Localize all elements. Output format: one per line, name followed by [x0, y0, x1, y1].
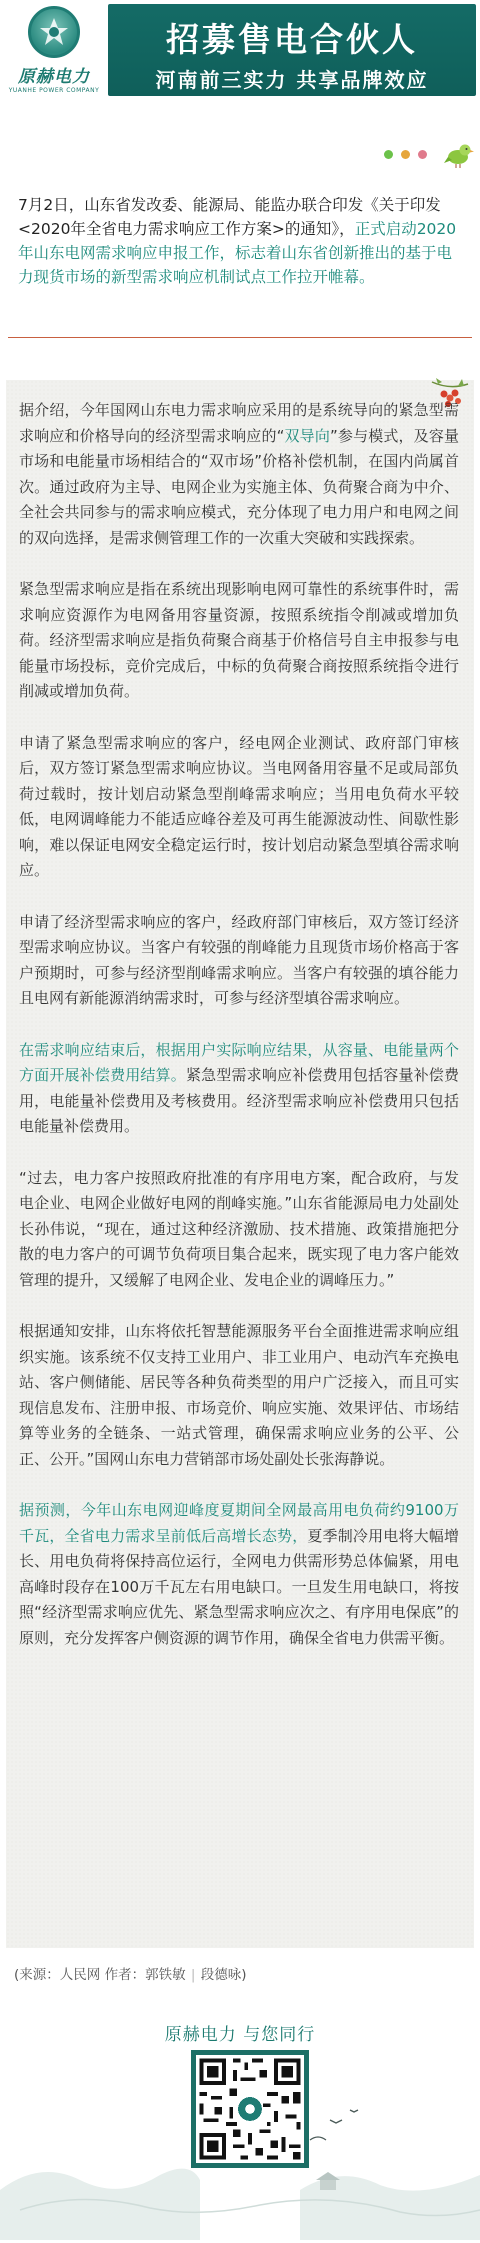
banner-title: 招募售电合伙人 [166, 20, 418, 59]
highlight-shuangdaoxiang: 双导向 [284, 426, 330, 445]
article-paragraph-7: 根据通知安排，山东将依托智慧能源服务平台全面推进需求响应组织实施。该系统不仅支持工业用户、非工业用户、电动汽车充换电站、客户侧储能、居民等各种负荷类型的用户广泛接入，而且可实现信息发布、注册申报、市场竞价、响应实施、效果评估、市场结算等业务的全链条、一站式管理，确保需求响应业务的公平、公正、公开。”国网山东电力营销部市场处副处长张海静说。 [19, 1322, 459, 1468]
logo-emblem-icon [28, 6, 80, 58]
recruit-banner [108, 4, 476, 96]
article-paragraph-3: 申请了紧急型需求响应的客户，经电网企业测试、政府部门审核后，双方签订紧急型需求响应协议。当电网备用容量不足或局部负荷过载时，按计划启动紧急型削峰需求响应；当用电负荷水平较低，电网调峰能力不能适应峰谷差及可再生能源波动性、间歇性影响，难以保证电网安全稳定运行时，按计划启动紧急型填谷需求响应。 [19, 733, 459, 879]
highlight-forecast: 据预测，今年山东电网迎峰度夏期间全网最高用电负荷约9100万千瓦，全省电力需求呈前低后高增长态势， [19, 1501, 459, 1545]
article-paragraph-4: 申请了经济型需求响应的客户，经政府部门审核后，双方签订经济型需求响应协议。当客户有较强的削峰能力且现货市场价格高于客户预期时，可参与经济型削峰需求响应。当客户有较强的填谷能力且电网有新能源消纳需求时，可参与经济型填谷需求响应。 [19, 912, 459, 1007]
source-credit: (来源：人民网 作者：郭铁敏 | 段德咏) [14, 1967, 247, 1983]
article-paragraph-8: 据预测，今年山东电网迎峰度夏期间全网最高用电负荷约9100万千瓦，全省电力需求呈前低后高增长态势，夏季制冷用电将大幅增长、用电负荷将保持高位运行，全网电力供需形势总体偏紧，用电高峰时段存在100万千瓦左右用电缺口。一旦发生用电缺口，将按照“经济型需求响应优先、紧急型需求响应次之、有序用电保底”的原则，充分发挥客户侧资源的调节作用，确保全省电力供需平衡。 [19, 1501, 459, 1647]
pink-dot-icon [418, 150, 427, 159]
bird-icon [444, 139, 474, 169]
banner-slogan: 河南前三实力 共享品牌效应 [155, 68, 429, 92]
article-paragraph-5: 在需求响应结束后，根据用户实际响应结果，从容量、电能量两个方面开展补偿费用结算。紧急型需求响应补偿费用包括容量补偿费用，电能量补偿费用及考核费用。经济型需求响应补偿费用只包括电能量补偿费用。 [19, 1040, 459, 1135]
article-card [6, 380, 474, 1948]
intro-text: 7月2日，山东省发改委、能源局、能监办联合印发《关于印发<2020年全省电力需求响应工作方案>的通知》， [18, 196, 441, 238]
company-logo [4, 6, 104, 94]
section-divider [8, 337, 472, 338]
intro-highlight: 正式启动2020年山东电网需求响应申报工作，标志着山东省创新推出的基于电力现货市场的新型需求响应机制试点工作拉开帷幕。 [18, 220, 457, 286]
decor-dots [384, 150, 427, 159]
article-paragraph-2: 紧急型需求响应是指在系统出现影响电网可靠性的系统事件时，需求响应资源作为电网备用容量资源，按照系统指令削减或增加负荷。经济型需求响应是指负荷聚合商基于价格信号自主申报参与电能量市场投标，竞价完成后，中标的负荷聚合商按照系统指令进行削减或增加负荷。 [19, 580, 459, 700]
article-paragraph-1: 据介绍，今年国网山东电力需求响应采用的是系统导向的紧急型需求响应和价格导向的经济型需求响应的“双导向”参与模式，及容量市场和电能量市场相结合的“双市场”价格补偿机制，在国内尚属首次。通过政府为主导、电网企业为实施主体、负荷聚合商为中介、全社会共同参与的需求响应模式，充分体现了电力用户和电网之间的双向选择，是需求侧管理工作的一次重大突破和实践探索。 [19, 401, 459, 547]
header-banner [0, 0, 480, 100]
green-dot-icon [384, 150, 393, 159]
highlight-settlement: 在需求响应结束后，根据用户实际响应结果，从容量、电能量两个方面开展补偿费用结算。 [19, 1040, 459, 1084]
intro-paragraph [18, 193, 464, 289]
article-paragraph-6: “过去，电力客户按照政府批准的有序用电方案，配合政府，与发电企业、电网企业做好电网的削峰实施。”山东省能源局电力处副处长孙伟说，“现在，通过这种经济激励、技术措施、政策措施把分散的电力客户的可调节负荷项目集合起来，既实现了电力客户能效管理的提升，又缓解了电网企业、发电企业的调峰压力。” [19, 1168, 459, 1289]
orange-dot-icon [401, 150, 410, 159]
footer-slogan: 原赫电力 与您同行 [164, 2025, 316, 2045]
qr-code[interactable] [191, 2050, 309, 2168]
logo-text: 原赫电力 [18, 67, 90, 87]
article-body [19, 398, 459, 1677]
logo-subtext: YUANHE POWER COMPANY [8, 87, 100, 94]
